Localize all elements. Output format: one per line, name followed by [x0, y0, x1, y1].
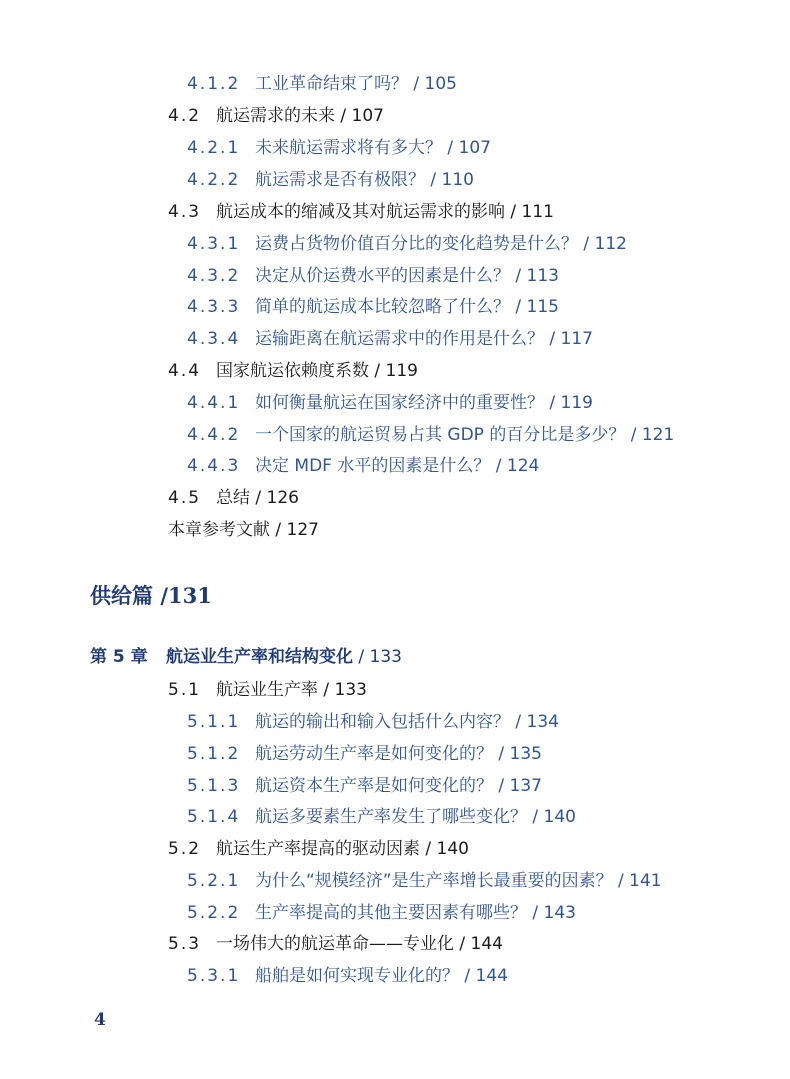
entry-title: 航运成本的缩减及其对航运需求的影响: [216, 202, 505, 222]
chapter-title: 航运业生产率和结构变化: [166, 647, 353, 667]
entry-number: 4.3.4: [187, 329, 241, 349]
toc-entry[interactable]: [187, 424, 674, 446]
entry-page: / 110: [430, 170, 474, 190]
entry-page: / 143: [532, 903, 576, 923]
entry-title: 一个国家的航运贸易占其 GDP 的百分比是多少？: [255, 425, 626, 445]
entry-page: / 107: [340, 106, 384, 126]
toc-entry[interactable]: [187, 743, 542, 765]
entry-number: 4.4.1: [187, 393, 241, 413]
entry-number: 4.4.3: [187, 456, 241, 476]
entry-title: 未来航运需求将有多大？: [255, 138, 442, 158]
page-number: 4: [94, 1010, 106, 1030]
chapter-label: 第 5 章: [90, 647, 148, 667]
part-title: 供给篇: [90, 583, 153, 608]
entry-number: 4.3: [168, 202, 202, 222]
entry-title: 简单的航运成本比较忽略了什么？: [255, 297, 510, 317]
entry-number: 5.1: [168, 680, 202, 700]
entry-page: / 144: [459, 934, 503, 954]
references-page: / 127: [275, 520, 319, 540]
entry-title: 航运的输出和输入包括什么内容？: [255, 712, 510, 732]
entry-page: / 133: [323, 680, 367, 700]
entry-title: 决定从价运费水平的因素是什么？: [255, 266, 510, 286]
entry-number: 5.2: [168, 839, 202, 859]
entry-title: 国家航运依赖度系数: [216, 361, 369, 381]
references-title: 本章参考文献: [168, 520, 270, 540]
entry-page: / 140: [425, 839, 469, 859]
entry-page: / 107: [447, 138, 491, 158]
toc-entry[interactable]: [187, 73, 457, 95]
toc-entry[interactable]: [168, 360, 418, 382]
toc-entry[interactable]: [187, 870, 662, 892]
entry-title: 工业革命结束了吗？: [255, 74, 408, 94]
entry-title: 航运生产率提高的驱动因素: [216, 839, 420, 859]
entry-title: 运费占货物价值百分比的变化趋势是什么？: [255, 234, 578, 254]
toc-entry[interactable]: [168, 679, 367, 701]
entry-title: 船舶是如何实现专业化的？: [255, 966, 459, 986]
entry-page: / 119: [549, 393, 593, 413]
entry-page: / 113: [515, 266, 559, 286]
entry-number: 5.1.4: [187, 807, 241, 827]
entry-title: 航运需求是否有极限？: [255, 170, 425, 190]
entry-page: / 119: [374, 361, 418, 381]
part-page: /131: [160, 583, 212, 608]
entry-title: 为什么“规模经济”是生产率增长最重要的因素？: [255, 871, 613, 891]
entry-number: 4.2.1: [187, 138, 241, 158]
entry-number: 5.2.2: [187, 903, 241, 923]
toc-entry[interactable]: [187, 169, 474, 191]
part-heading[interactable]: [90, 580, 212, 610]
toc-entry[interactable]: [168, 105, 384, 127]
chapter-page: / 133: [358, 647, 402, 667]
toc-entry[interactable]: [168, 487, 299, 509]
entry-number: 4.5: [168, 488, 202, 508]
toc-entry[interactable]: [168, 933, 503, 955]
entry-title: 航运需求的未来: [216, 106, 335, 126]
entry-page: / 111: [510, 202, 554, 222]
toc-entry[interactable]: [187, 775, 542, 797]
entry-page: / 135: [498, 744, 542, 764]
entry-number: 4.3.3: [187, 297, 241, 317]
entry-page: / 117: [549, 329, 593, 349]
entry-title: 航运资本生产率是如何变化的？: [255, 776, 493, 796]
entry-number: 5.2.1: [187, 871, 241, 891]
entry-page: / 105: [413, 74, 457, 94]
entry-title: 一场伟大的航运革命——专业化: [216, 934, 454, 954]
entry-title: 如何衡量航运在国家经济中的重要性？: [255, 393, 544, 413]
toc-entry[interactable]: [187, 265, 559, 287]
entry-number: 4.2: [168, 106, 202, 126]
entry-page: / 112: [583, 234, 627, 254]
toc-entry[interactable]: [168, 201, 554, 223]
entry-title: 航运多要素生产率发生了哪些变化？: [255, 807, 527, 827]
entry-page: / 124: [495, 456, 540, 476]
toc-entry[interactable]: [168, 838, 469, 860]
toc-entry[interactable]: [187, 137, 491, 159]
entry-page: / 121: [630, 425, 675, 445]
toc-entry[interactable]: [187, 455, 539, 477]
entry-number: 4.3.1: [187, 234, 241, 254]
toc-entry[interactable]: [187, 711, 559, 733]
entry-number: 4.4: [168, 361, 202, 381]
entry-page: / 144: [464, 966, 508, 986]
entry-title: 生产率提高的其他主要因素有哪些？: [255, 903, 527, 923]
entry-number: 5.1.1: [187, 712, 241, 732]
entry-number: 5.3: [168, 934, 202, 954]
entry-title: 总结: [216, 488, 250, 508]
entry-number: 4.3.2: [187, 266, 241, 286]
toc-entry[interactable]: [187, 392, 593, 414]
toc-entry[interactable]: [187, 806, 576, 828]
entry-page: / 115: [515, 297, 559, 317]
entry-title: 决定 MDF 水平的因素是什么？: [255, 456, 491, 476]
entry-page: / 140: [532, 807, 576, 827]
entry-title: 运输距离在航运需求中的作用是什么？: [255, 329, 544, 349]
entry-page: / 126: [255, 488, 299, 508]
toc-entry[interactable]: [187, 296, 559, 318]
entry-number: 4.4.2: [187, 425, 241, 445]
toc-entry[interactable]: [187, 902, 576, 924]
toc-entry[interactable]: [187, 233, 627, 255]
toc-references-entry[interactable]: [168, 519, 319, 541]
entry-number: 5.1.3: [187, 776, 241, 796]
entry-title: 航运业生产率: [216, 680, 318, 700]
entry-number: 5.1.2: [187, 744, 241, 764]
toc-entry[interactable]: [187, 328, 593, 350]
entry-page: / 134: [515, 712, 559, 732]
entry-number: 5.3.1: [187, 966, 241, 986]
entry-page: / 141: [618, 871, 662, 891]
chapter-heading[interactable]: [90, 646, 402, 668]
entry-number: 4.1.2: [187, 74, 241, 94]
entry-title: 航运劳动生产率是如何变化的？: [255, 744, 493, 764]
toc-entry[interactable]: [187, 965, 508, 987]
entry-number: 4.2.2: [187, 170, 241, 190]
entry-page: / 137: [498, 776, 542, 796]
